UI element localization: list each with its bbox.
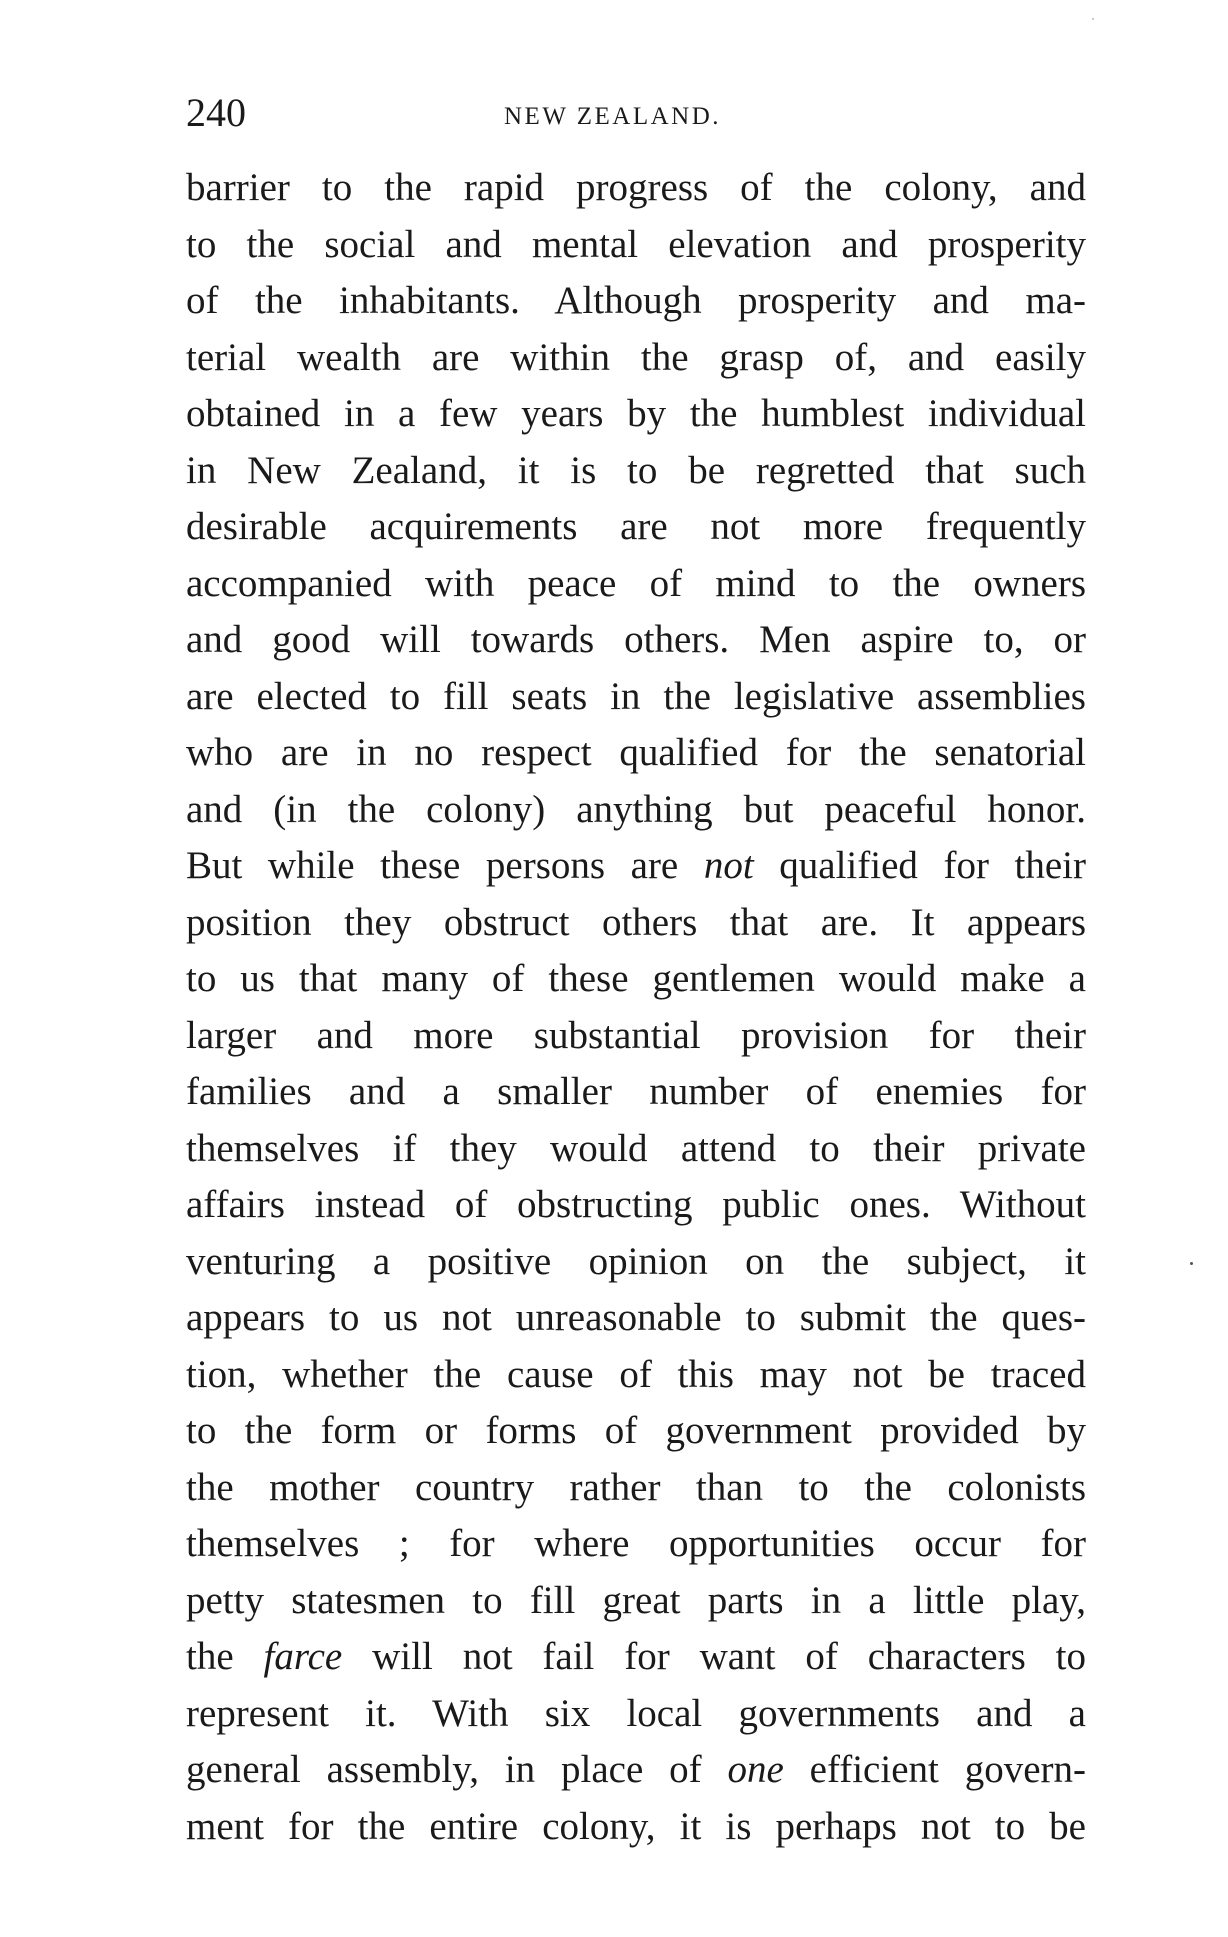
text-line (186, 386, 1086, 443)
text-line (186, 330, 1086, 387)
text-line (186, 1234, 1086, 1291)
text-segment: tion, whether the cause of this may not be traced (186, 1352, 1086, 1396)
text-line (186, 1460, 1086, 1517)
italic-text: farce (263, 1635, 343, 1678)
italic-text: not (703, 844, 754, 887)
text-segment: who are in no respect qualified for the senatorial (186, 731, 1086, 774)
text-line (186, 556, 1086, 613)
scan-speck (1190, 1262, 1193, 1265)
text-segment: general assembly, in place of (186, 1748, 728, 1791)
text-line (186, 1686, 1086, 1743)
text-segment: accompanied with peace of mind to the owners (186, 561, 1086, 605)
text-line (186, 1742, 1086, 1799)
text-line (186, 838, 1086, 895)
text-line (186, 443, 1086, 500)
text-segment: desirable acquirements are not more frequently (186, 505, 1086, 548)
text-segment: and (in the colony) anything but peaceful honor. (186, 787, 1086, 831)
text-line (186, 217, 1086, 274)
text-segment: will not fail for want of characters to (342, 1635, 1086, 1678)
text-segment: ment for the entire colony, it is perhaps not to be (186, 1804, 1086, 1848)
text-segment: qualified for their (753, 844, 1086, 887)
text-segment: affairs instead of obstructing public ones. Without (186, 1183, 1086, 1226)
text-line (186, 1064, 1086, 1121)
text-line (186, 1290, 1086, 1347)
text-segment: to the social and mental elevation and prosperity (186, 222, 1086, 266)
text-line (186, 895, 1086, 952)
body-text (186, 160, 1086, 1855)
text-segment: to us that many of these gentlemen would make a (186, 957, 1086, 1000)
text-segment: larger and more substantial provision for their (186, 1013, 1086, 1057)
text-segment: of the inhabitants. Although prosperity and ma- (186, 279, 1086, 322)
text-line (186, 669, 1086, 726)
text-segment: appears to us not unreasonable to submit the ques- (186, 1296, 1086, 1339)
text-line (186, 1008, 1086, 1065)
italic-text: one (727, 1748, 784, 1791)
text-segment: position they obstruct others that are. It appears (186, 900, 1086, 944)
text-line (186, 1799, 1086, 1856)
scan-speck (1092, 18, 1094, 20)
text-line (186, 1347, 1086, 1404)
text-segment: the mother country rather than to the colonists (186, 1465, 1086, 1509)
text-line (186, 782, 1086, 839)
text-line (186, 1403, 1086, 1460)
text-segment: are elected to fill seats in the legislative assemblies (186, 674, 1086, 718)
text-segment: to the form or forms of government provided by (186, 1409, 1086, 1452)
text-segment: petty statesmen to fill great parts in a little play, (186, 1578, 1086, 1622)
text-line (186, 1177, 1086, 1234)
text-segment: and good will towards others. Men aspire to, or (186, 618, 1086, 661)
text-line (186, 1573, 1086, 1630)
text-segment: But while these persons are (186, 844, 704, 887)
text-line (186, 499, 1086, 556)
running-head: NEW ZEALAND. (504, 103, 721, 130)
text-segment: in New Zealand, it is to be regretted that such (186, 448, 1086, 492)
page-header (186, 88, 1086, 138)
text-segment: the (186, 1635, 264, 1678)
text-segment: obtained in a few years by the humblest individual (186, 392, 1086, 435)
text-segment: represent it. With six local governments and a (186, 1691, 1086, 1735)
text-segment: terial wealth are within the grasp of, and easily (186, 335, 1086, 379)
text-line (186, 160, 1086, 217)
text-segment: venturing a positive opinion on the subject, it (186, 1239, 1086, 1283)
text-line (186, 951, 1086, 1008)
text-segment: barrier to the rapid progress of the colony, and (186, 166, 1086, 209)
text-segment: themselves if they would attend to their private (186, 1126, 1086, 1170)
text-segment: themselves ; for where opportunities occur for (186, 1522, 1086, 1565)
text-line (186, 273, 1086, 330)
text-line (186, 1121, 1086, 1178)
text-line (186, 1516, 1086, 1573)
text-segment: families and a smaller number of enemies for (186, 1070, 1086, 1113)
text-segment: efficient govern- (783, 1748, 1086, 1791)
page-number: 240 (186, 90, 246, 135)
text-line (186, 725, 1086, 782)
text-line (186, 1629, 1086, 1686)
text-line (186, 612, 1086, 669)
